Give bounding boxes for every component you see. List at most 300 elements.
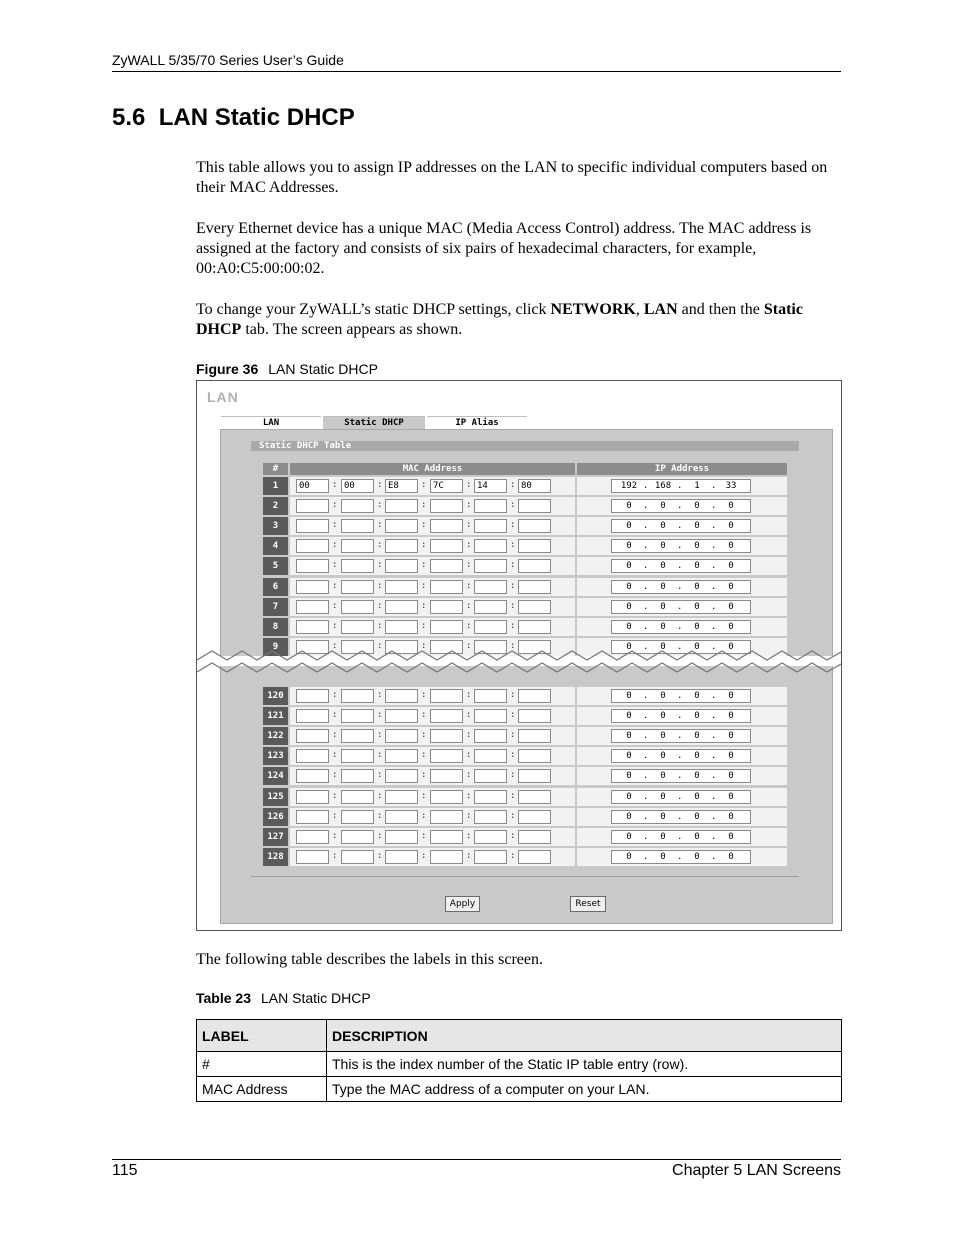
mac-octet-input[interactable] (296, 709, 329, 723)
ip-octet: 0 (694, 561, 700, 572)
mac-octet-input[interactable] (474, 709, 507, 723)
mac-separator: : (332, 730, 338, 741)
mac-octet-input[interactable] (518, 620, 551, 634)
mac-octet-input[interactable] (385, 749, 418, 763)
tab-static-dhcp[interactable]: Static DHCP (323, 416, 425, 430)
mac-octet-input[interactable] (518, 810, 551, 824)
ip-separator: . (643, 561, 649, 572)
mac-octet-input[interactable] (474, 810, 507, 824)
mac-octet-input[interactable] (518, 749, 551, 763)
mac-octet-input[interactable] (518, 830, 551, 844)
mac-octet-input[interactable] (341, 689, 374, 703)
mac-separator: : (332, 690, 338, 700)
mac-separator: : (466, 560, 472, 571)
mac-octet-input[interactable] (430, 499, 463, 513)
mac-octet-input[interactable] (341, 790, 374, 804)
ip-separator: . (643, 581, 649, 592)
intro-paragraph: This table allows you to assign IP addresses on the LAN to specific individual computers based on their MAC Addresses. (196, 159, 828, 196)
row-index: 2 (263, 497, 288, 515)
ip-octet: 0 (626, 641, 632, 652)
ip-address-cell (577, 848, 787, 866)
mac-octet-input[interactable] (474, 769, 507, 783)
section-heading (112, 104, 355, 132)
screen-logo: LAN (207, 389, 239, 405)
mac-octet-input[interactable] (518, 519, 551, 533)
ip-octet: 0 (728, 771, 734, 782)
mac-separator: : (421, 480, 427, 490)
mac-octet-input[interactable] (430, 689, 463, 703)
mac-octet-input[interactable] (296, 850, 329, 864)
mac-octet-input[interactable] (296, 790, 329, 804)
mac-octet-input[interactable] (430, 580, 463, 594)
mac-address-cell (290, 618, 575, 636)
ip-octet: 0 (728, 731, 734, 742)
mac-separator: : (510, 770, 516, 781)
ip-address-input[interactable] (611, 749, 751, 763)
ip-separator: . (711, 711, 717, 722)
ip-octet: 0 (694, 621, 700, 632)
ip-separator: . (677, 851, 683, 862)
ip-octet: 0 (660, 561, 666, 572)
mac-separator: : (510, 500, 516, 511)
mac-octet-input[interactable] (341, 709, 374, 723)
mac-octet-input[interactable] (430, 559, 463, 573)
ip-octet: 0 (626, 621, 632, 632)
ip-address-input[interactable] (611, 479, 751, 493)
ip-octet: 0 (626, 521, 632, 532)
ip-octet: 0 (626, 811, 632, 822)
ip-octet: 0 (626, 501, 632, 512)
ip-separator: . (643, 771, 649, 782)
mac-separator: : (377, 500, 383, 511)
ip-separator: . (677, 561, 683, 572)
mac-separator: : (332, 810, 338, 821)
row-label: MAC Address (197, 1077, 327, 1102)
mac-octet-input[interactable]: 00 (341, 479, 374, 493)
ip-octet: 0 (694, 831, 700, 842)
mac-octet-input[interactable] (385, 850, 418, 864)
ip-separator: . (677, 791, 683, 802)
row-description: Type the MAC address of a computer on your LAN. (327, 1077, 842, 1102)
ip-octet: 0 (694, 711, 700, 722)
mac-octet-input[interactable]: E8 (385, 479, 418, 493)
mac-octet-input[interactable] (430, 620, 463, 634)
mac-octet-input[interactable]: 14 (474, 479, 507, 493)
mac-address-cell (290, 727, 575, 745)
ip-separator: . (711, 481, 717, 491)
mac-octet-input[interactable] (385, 580, 418, 594)
ip-octet: 168 (654, 481, 672, 491)
mac-octet-input[interactable] (341, 539, 374, 553)
ip-address-input[interactable] (611, 539, 751, 553)
mac-octet-input[interactable] (296, 600, 329, 614)
mac-address-cell (290, 497, 575, 515)
mac-octet-input[interactable] (341, 769, 374, 783)
mac-octet-input[interactable] (474, 689, 507, 703)
table-header-row (197, 1020, 842, 1052)
table-row (197, 1052, 842, 1077)
ip-octet: 192 (620, 481, 638, 491)
col-ip-header: IP Address (577, 463, 787, 475)
row-description: This is the index number of the Static IP table entry (row). (327, 1052, 842, 1077)
ip-separator: . (643, 711, 649, 722)
ip-octet: 0 (660, 731, 666, 742)
mac-separator: : (377, 620, 383, 631)
apply-button[interactable]: Apply (445, 896, 480, 912)
mac-separator: : (466, 690, 472, 700)
mac-separator: : (332, 520, 338, 531)
mac-octet-input[interactable] (518, 539, 551, 553)
instruction-paragraph: To change your ZyWALL’s static DHCP settings, click NETWORK, LAN and then the Static DHCP tab. The screen appears as shown. (196, 301, 803, 338)
ip-separator: . (677, 731, 683, 742)
mac-octet-input[interactable] (518, 729, 551, 743)
ip-octet: 0 (694, 771, 700, 782)
ip-octet: 0 (728, 521, 734, 532)
ip-separator: . (643, 601, 649, 612)
ip-separator: . (711, 561, 717, 572)
mac-octet-input[interactable] (341, 620, 374, 634)
mac-octet-input[interactable] (296, 769, 329, 783)
ip-octet: 0 (728, 641, 734, 652)
ip-octet: 0 (694, 581, 700, 592)
ip-octet: 0 (660, 851, 666, 862)
mac-octet-input[interactable] (385, 769, 418, 783)
ip-octet: 0 (626, 711, 632, 722)
ip-address-input[interactable] (611, 689, 751, 703)
ip-separator: . (711, 791, 717, 802)
table-caption-text: LAN Static DHCP (261, 990, 371, 1006)
ip-separator: . (643, 791, 649, 802)
ip-separator: . (677, 621, 683, 632)
mac-address-cell (290, 537, 575, 555)
col-index-header: # (263, 463, 288, 475)
mac-separator: : (510, 790, 516, 801)
ip-address-input[interactable] (611, 830, 751, 844)
mac-octet-input[interactable] (430, 830, 463, 844)
figure-caption-text: LAN Static DHCP (268, 361, 378, 377)
mac-separator: : (377, 730, 383, 741)
mac-octet-input[interactable] (385, 689, 418, 703)
mac-separator: : (421, 520, 427, 531)
mac-address-cell (290, 848, 575, 866)
mac-separator: : (377, 750, 383, 761)
ip-address-input[interactable] (611, 769, 751, 783)
mac-octet-input[interactable] (430, 790, 463, 804)
row-index: 121 (263, 707, 288, 725)
ip-separator: . (643, 691, 649, 701)
mac-octet-input[interactable] (474, 559, 507, 573)
mac-separator: : (332, 710, 338, 721)
ip-address-cell (577, 828, 787, 846)
ip-octet: 0 (728, 811, 734, 822)
mac-octet-input[interactable] (385, 559, 418, 573)
figure-caption (196, 361, 378, 377)
tab-lan[interactable]: LAN (221, 416, 321, 430)
mac-separator: : (332, 790, 338, 801)
mac-octet-input[interactable] (474, 830, 507, 844)
mac-octet-input[interactable] (296, 499, 329, 513)
ip-separator: . (643, 501, 649, 512)
mac-octet-input[interactable] (385, 729, 418, 743)
mac-octet-input[interactable] (296, 689, 329, 703)
mac-separator: : (332, 540, 338, 551)
omission-break-mark (197, 648, 841, 684)
mac-address-cell (290, 477, 575, 495)
mac-separator: : (421, 830, 427, 841)
section-title: LAN Static DHCP (158, 104, 355, 131)
mac-octet-input[interactable]: 80 (518, 479, 551, 493)
mac-separator: : (377, 830, 383, 841)
mac-separator: : (466, 770, 472, 781)
ip-octet: 0 (660, 691, 666, 701)
mac-octet-input[interactable] (474, 749, 507, 763)
chapter-title: Chapter 5 LAN Screens (672, 1162, 841, 1179)
mac-separator: : (377, 790, 383, 801)
table-row (263, 848, 787, 866)
mac-octet-input[interactable] (474, 519, 507, 533)
mac-address-cell (290, 788, 575, 806)
mac-separator: : (332, 500, 338, 511)
mac-octet-input[interactable] (341, 559, 374, 573)
mac-octet-input[interactable] (518, 709, 551, 723)
mac-octet-input[interactable] (296, 559, 329, 573)
ip-octet: 0 (694, 811, 700, 822)
mac-octet-input[interactable] (474, 580, 507, 594)
mac-separator: : (377, 770, 383, 781)
ip-separator: . (711, 811, 717, 822)
mac-octet-input[interactable] (341, 850, 374, 864)
ip-address-cell (577, 477, 787, 495)
mac-address-cell (290, 578, 575, 596)
ip-octet: 0 (728, 561, 734, 572)
col-mac-header: MAC Address (290, 463, 575, 475)
ip-address-cell (577, 808, 787, 826)
ip-address-input[interactable] (611, 790, 751, 804)
mac-octet-input[interactable] (474, 499, 507, 513)
ip-octet: 0 (728, 601, 734, 612)
mac-octet-input[interactable] (385, 790, 418, 804)
ip-separator: . (677, 501, 683, 512)
ip-address-input[interactable] (611, 709, 751, 723)
mac-octet-input[interactable] (518, 559, 551, 573)
ip-address-cell (577, 707, 787, 725)
ip-address-cell (577, 618, 787, 636)
label-description-table (196, 1019, 842, 1102)
mac-octet-input[interactable] (296, 620, 329, 634)
mac-octet-input[interactable] (474, 790, 507, 804)
mac-octet-input[interactable] (341, 580, 374, 594)
mac-address-cell (290, 828, 575, 846)
mac-separator: : (421, 750, 427, 761)
mac-address-cell (290, 598, 575, 616)
table-row (263, 727, 787, 745)
ip-address-input[interactable] (611, 810, 751, 824)
mac-octet-input[interactable] (341, 749, 374, 763)
mac-separator: : (466, 640, 472, 651)
ip-octet: 0 (694, 851, 700, 862)
row-index: 7 (263, 598, 288, 616)
mac-octet-input[interactable] (518, 769, 551, 783)
mac-octet-input[interactable] (296, 749, 329, 763)
mac-octet-input[interactable] (430, 810, 463, 824)
mac-separator: : (377, 520, 383, 531)
mac-separator: : (421, 690, 427, 700)
mac-octet-input[interactable] (474, 539, 507, 553)
mac-octet-input[interactable] (385, 600, 418, 614)
mac-octet-input[interactable] (430, 539, 463, 553)
ip-address-input[interactable] (611, 499, 751, 513)
ip-octet: 0 (660, 541, 666, 552)
mac-separator: : (332, 600, 338, 611)
mac-address-cell (290, 517, 575, 535)
ip-separator: . (711, 641, 717, 652)
header-description: DESCRIPTION (327, 1020, 842, 1052)
mac-separator: : (332, 480, 338, 490)
ip-octet: 0 (728, 541, 734, 552)
mac-octet-input[interactable] (430, 769, 463, 783)
ip-separator: . (711, 771, 717, 782)
tab-ip-alias[interactable]: IP Alias (427, 416, 527, 430)
mac-octet-input[interactable] (518, 790, 551, 804)
ip-octet: 0 (694, 641, 700, 652)
ip-address-input[interactable] (611, 620, 751, 634)
mac-separator: : (377, 850, 383, 861)
mac-address-cell (290, 687, 575, 705)
mac-octet-input[interactable] (341, 830, 374, 844)
ip-separator: . (677, 751, 683, 762)
mac-octet-input[interactable] (296, 539, 329, 553)
mac-octet-input[interactable] (430, 749, 463, 763)
mac-octet-input[interactable] (341, 810, 374, 824)
ip-octet: 0 (626, 851, 632, 862)
mac-octet-input[interactable]: 7C (430, 479, 463, 493)
ip-address-input[interactable] (611, 580, 751, 594)
ip-address-input[interactable] (611, 519, 751, 533)
table-row (263, 537, 787, 555)
ip-octet: 0 (660, 581, 666, 592)
mac-separator: : (421, 770, 427, 781)
table-intro: The following table describes the labels in this screen. (196, 951, 544, 968)
table-row (263, 598, 787, 616)
reset-button[interactable]: Reset (570, 896, 606, 912)
row-index: 125 (263, 788, 288, 806)
mac-octet-input[interactable] (385, 810, 418, 824)
mac-paragraph: Every Ethernet device has a unique MAC (Media Access Control) address. The MAC address is assigned at the factory and consists of six pairs of hexadecimal characters, for example, 00:A0:C5:00:00:02. (196, 220, 812, 277)
mac-address-cell (290, 707, 575, 725)
ip-address-cell (577, 557, 787, 575)
mac-octet-input[interactable] (474, 600, 507, 614)
mac-octet-input[interactable] (385, 709, 418, 723)
mac-octet-input[interactable] (296, 519, 329, 533)
mac-octet-input[interactable] (518, 580, 551, 594)
mac-separator: : (377, 600, 383, 611)
mac-octet-input[interactable] (385, 830, 418, 844)
ip-separator: . (677, 811, 683, 822)
ip-separator: . (677, 641, 683, 652)
ip-octet: 0 (660, 791, 666, 802)
mac-separator: : (510, 480, 516, 490)
table-row (263, 578, 787, 596)
mac-octet-input[interactable] (430, 709, 463, 723)
mac-octet-input[interactable] (430, 600, 463, 614)
figure-label: Figure 36 (196, 361, 259, 377)
mac-separator: : (332, 850, 338, 861)
mac-separator: : (377, 540, 383, 551)
ip-address-input[interactable] (611, 600, 751, 614)
ip-separator: . (711, 501, 717, 512)
ip-octet: 0 (660, 811, 666, 822)
mac-octet-input[interactable] (474, 729, 507, 743)
ip-address-cell (577, 537, 787, 555)
mac-octet-input[interactable] (385, 499, 418, 513)
mac-octet-input[interactable] (341, 519, 374, 533)
mac-octet-input[interactable] (296, 810, 329, 824)
ip-octet: 1 (694, 481, 700, 491)
ip-octet: 0 (660, 501, 666, 512)
footer-rule (112, 1159, 841, 1160)
row-label: # (197, 1052, 327, 1077)
mac-separator: : (377, 810, 383, 821)
ip-octet: 0 (626, 581, 632, 592)
ip-address-input[interactable] (611, 559, 751, 573)
ip-separator: . (711, 601, 717, 612)
mac-octet-input[interactable] (341, 729, 374, 743)
mac-octet-input[interactable] (385, 620, 418, 634)
mac-octet-input[interactable] (430, 519, 463, 533)
mac-octet-input[interactable] (385, 539, 418, 553)
mac-octet-input[interactable] (296, 580, 329, 594)
mac-octet-input[interactable]: 00 (296, 479, 329, 493)
ip-separator: . (677, 691, 683, 701)
mac-octet-input[interactable] (518, 850, 551, 864)
row-index: 127 (263, 828, 288, 846)
row-index: 126 (263, 808, 288, 826)
ip-separator: . (711, 851, 717, 862)
mac-octet-input[interactable] (430, 729, 463, 743)
row-index: 3 (263, 517, 288, 535)
ip-address-input[interactable] (611, 850, 751, 864)
table-row (263, 808, 787, 826)
mac-separator: : (466, 810, 472, 821)
ip-address-input[interactable] (611, 729, 751, 743)
mac-separator: : (421, 790, 427, 801)
mac-octet-input[interactable] (341, 499, 374, 513)
mac-octet-input[interactable] (474, 850, 507, 864)
menu-network-ref: NETWORK (550, 301, 636, 318)
mac-separator: : (421, 500, 427, 511)
mac-octet-input[interactable] (341, 600, 374, 614)
mac-separator: : (421, 710, 427, 721)
mac-separator: : (332, 750, 338, 761)
ip-separator: . (643, 621, 649, 632)
mac-octet-input[interactable] (430, 850, 463, 864)
mac-octet-input[interactable] (474, 620, 507, 634)
mac-octet-input[interactable] (518, 600, 551, 614)
mac-octet-input[interactable] (296, 729, 329, 743)
mac-octet-input[interactable] (518, 499, 551, 513)
table-row (263, 767, 787, 785)
ip-separator: . (643, 811, 649, 822)
mac-separator: : (377, 690, 383, 700)
ip-separator: . (677, 541, 683, 552)
mac-octet-input[interactable] (385, 519, 418, 533)
mac-octet-input[interactable] (518, 689, 551, 703)
ip-octet: 0 (694, 751, 700, 762)
mac-octet-input[interactable] (296, 830, 329, 844)
mac-separator: : (466, 790, 472, 801)
ip-separator: . (711, 691, 717, 701)
row-index: 124 (263, 767, 288, 785)
